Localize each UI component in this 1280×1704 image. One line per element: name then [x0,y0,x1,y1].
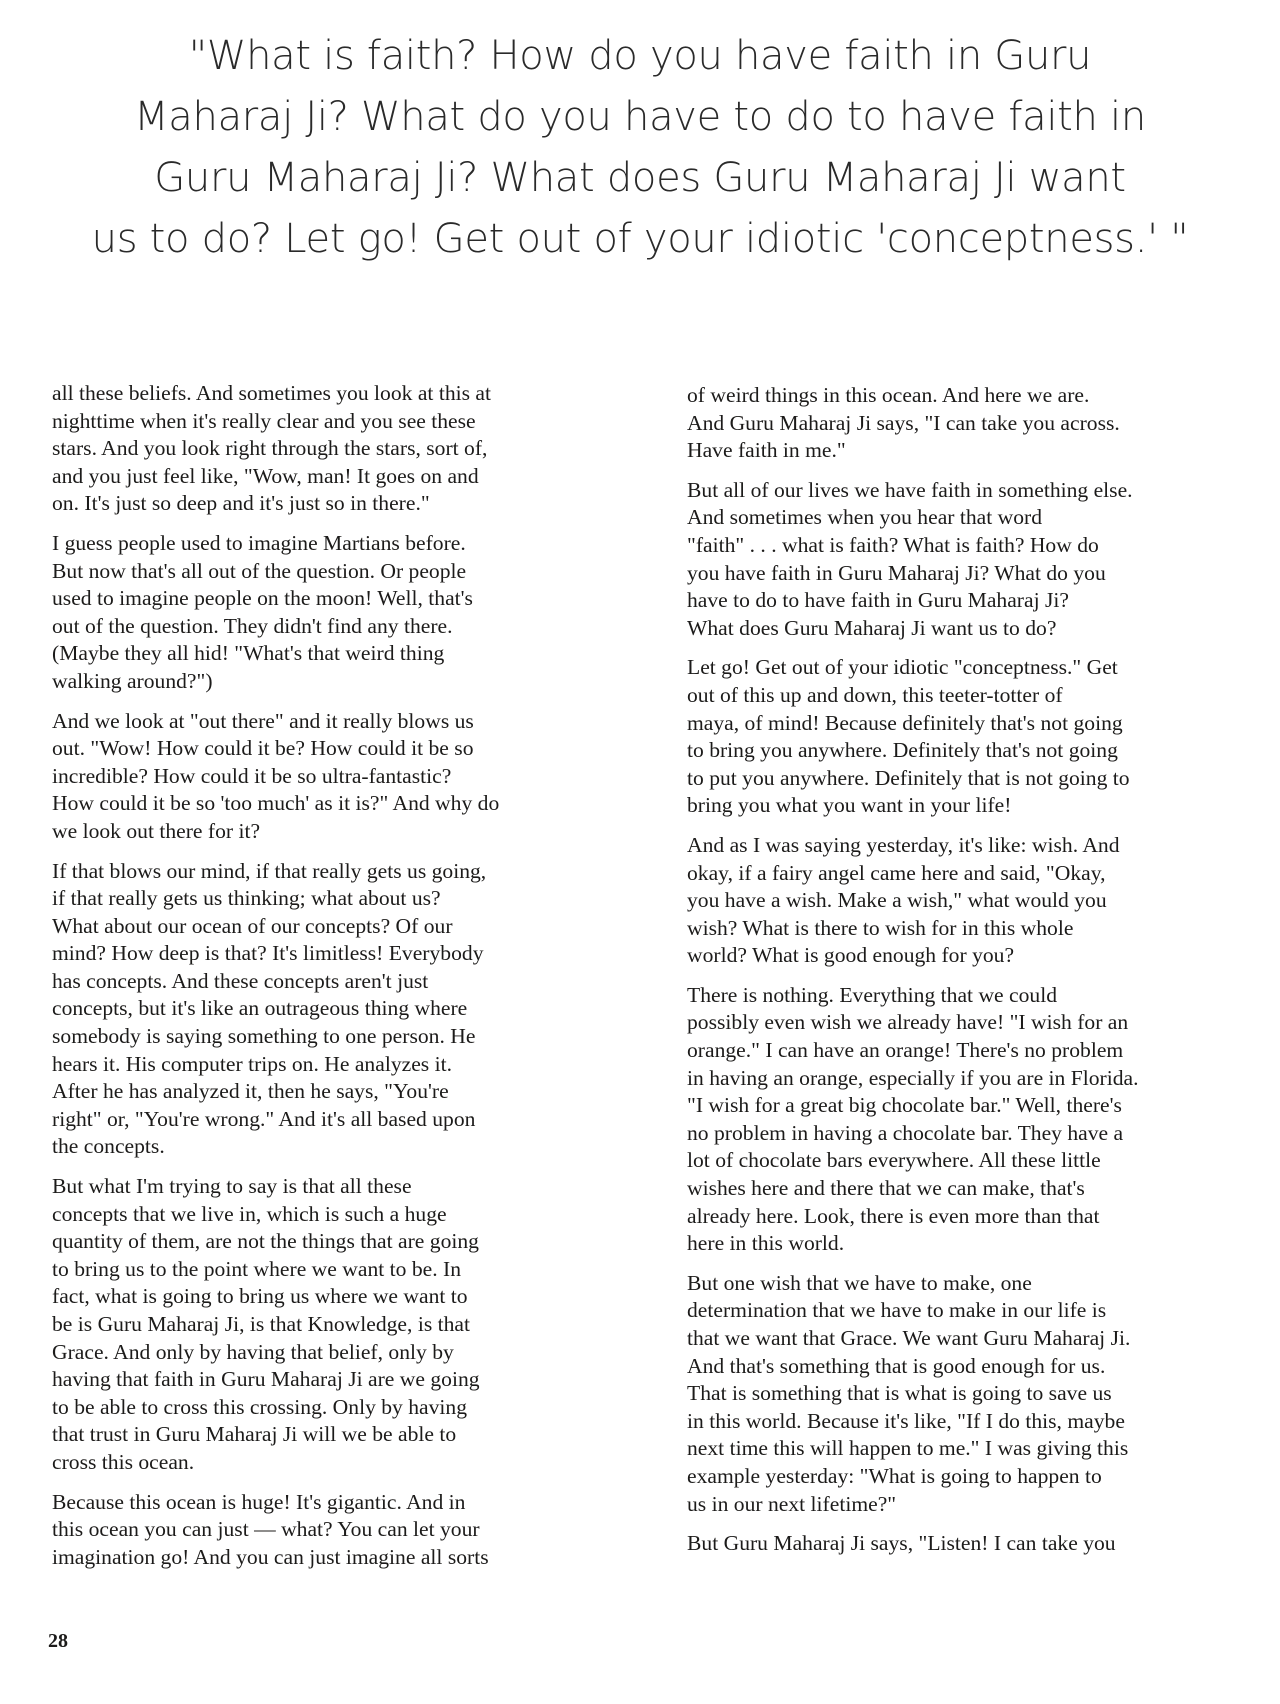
text-line: in this world. Because it's like, "If I do this, maybe [687,1408,1125,1433]
text-line: somebody is saying something to one person. He [52,1024,476,1049]
text-line: you have a wish. Make a wish," what would you [687,888,1107,913]
text-line: in having an orange, especially if you are in Florida. [687,1065,1139,1090]
text-line: If that blows our mind, if that really gets us going, [52,858,487,883]
text-line: this ocean you can just — what? You can let your [52,1517,480,1542]
pull-quote-line: Guru Maharaj Ji? What does Guru Maharaj Ji want [154,155,1126,201]
text-line: concepts, but it's like an outrageous thing where [52,996,468,1021]
body-paragraph [52,708,622,846]
text-line: maya, of mind! Because definitely that's not going [687,710,1123,735]
text-line: of weird things in this ocean. And here we are. [687,383,1090,407]
text-line: all these beliefs. And sometimes you look at this at [52,381,492,405]
text-line: stars. And you look right through the stars, sort of, [52,436,488,461]
text-line: What does Guru Maharaj Ji want us to do? [687,615,1057,640]
text-line: Let go! Get out of your idiotic "conceptness." Get [687,655,1118,680]
text-line: and you just feel like, "Wow, man! It goes on and [52,463,479,488]
text-line: Because this ocean is huge! It's gigantic. And in [52,1489,466,1514]
text-line: out of this up and down, this teeter-totter of [687,682,1063,707]
text-line: imagination go! And you can just imagine all sorts [52,1544,489,1569]
text-line: here in this world. [687,1231,845,1256]
text-line: After he has analyzed it, then he says, "You're [52,1079,449,1104]
text-line: "faith" . . . what is faith? What is faith? How do [687,532,1099,557]
text-line: bring you what you want in your life! [687,793,1012,818]
text-line: hears it. His computer trips on. He analyzes it. [52,1051,452,1076]
text-line: (Maybe they all hid! "What's that weird thing [52,641,445,666]
text-line: determination that we have to make in our life is [687,1298,1107,1323]
text-line: already here. Look, there is even more than that [687,1203,1100,1228]
page-number: 28 [48,1630,68,1652]
text-line: to be able to cross this crossing. Only by having [52,1394,468,1419]
text-line: right" or, "You're wrong." And it's all based upon [52,1106,476,1131]
text-line: That is something that is what is going to save us [687,1381,1112,1406]
text-line: quantity of them, are not the things that are going [52,1229,479,1254]
text-line: to put you anywhere. Definitely that is not going to [687,765,1130,790]
text-line: having that faith in Guru Maharaj Ji are we going [52,1367,480,1392]
text-line: And we look at "out there" and it really blows us [52,708,474,733]
text-line: There is nothing. Everything that we could [687,982,1058,1007]
text-line: But what I'm trying to say is that all these [52,1174,412,1199]
text-line: concepts that we live in, which is such a huge [52,1201,447,1226]
body-paragraph [687,982,1255,1258]
left-text-column [52,380,622,1583]
text-line: Grace. And only by having that belief, only by [52,1339,454,1364]
text-line: I guess people used to imagine Martians before. [52,530,466,555]
text-line: has concepts. And these concepts aren't just [52,968,429,993]
text-line: And sometimes when you hear that word [687,505,1043,530]
body-paragraph [52,858,622,1162]
text-line: And that's something that is good enough for us. [687,1353,1106,1378]
text-line: walking around?") [52,668,213,693]
body-paragraph [52,1173,622,1477]
text-line: But one wish that we have to make, one [687,1270,1032,1295]
text-line: world? What is good enough for you? [687,943,1015,968]
body-paragraph [687,477,1255,643]
body-paragraph [52,1489,622,1572]
text-line: How could it be so 'too much' as it is?" And why do [52,791,500,816]
text-line: out. "Wow! How could it be? How could it be so [52,736,474,761]
text-line: wish? What is there to wish for in this whole [687,915,1074,940]
text-line: But now that's all out of the question. Or people [52,558,467,583]
text-line: that we want that Grace. We want Guru Maharaj Ji. [687,1326,1131,1350]
text-line: next time this will happen to me." I was giving this [687,1436,1129,1461]
text-line: orange." I can have an orange! There's no problem [687,1038,1124,1063]
text-line: no problem in having a chocolate bar. They have a [687,1120,1124,1145]
pull-quote-line: us to do? Let go! Get out of your idiotic 'conceptness.' " [91,216,1189,262]
text-line: to bring us to the point where we want to be. In [52,1256,461,1281]
text-line: Have faith in me." [687,438,846,463]
text-line: And as I was saying yesterday, it's like: wish. And [687,832,1120,857]
text-line: wishes here and there that we can make, that's [687,1176,1085,1201]
pull-quote [80,26,1200,270]
text-line: be is Guru Maharaj Ji, is that Knowledge, is that [52,1312,470,1336]
text-line: have to do to have faith in Guru Maharaj Ji? [687,588,1069,613]
text-line: "I wish for a great big chocolate bar." Well, there's [687,1093,1122,1118]
text-line: okay, if a fairy angel came here and said, "Okay, [687,860,1106,885]
text-line: possibly even wish we already have! "I wish for an [687,1010,1129,1035]
text-line: incredible? How could it be so ultra-fantastic? [52,763,452,788]
body-paragraph [52,380,622,518]
body-paragraph [687,832,1255,970]
text-line: cross this ocean. [52,1449,195,1474]
text-line: mind? How deep is that? It's limitless! Everybody [52,941,484,966]
text-line: lot of chocolate bars everywhere. All these little [687,1148,1101,1173]
text-line: the concepts. [52,1134,165,1159]
text-line: But Guru Maharaj Ji says, "Listen! I can take you [687,1531,1116,1556]
text-line: fact, what is going to bring us where we want to [52,1284,468,1309]
text-line: you have faith in Guru Maharaj Ji? What do you [687,560,1106,585]
right-text-column [687,382,1255,1570]
pull-quote-line: Maharaj Ji? What do you have to do to have faith in [134,94,1146,140]
text-line: on. It's just so deep and it's just so in there." [52,491,430,516]
text-line: we look out there for it? [52,818,261,843]
text-line: example yesterday: "What is going to happen to [687,1463,1102,1488]
text-line: to bring you anywhere. Definitely that's not going [687,738,1118,763]
text-line: nighttime when it's really clear and you see these [52,408,476,433]
body-paragraph [687,1530,1255,1558]
body-paragraph [687,654,1255,820]
text-line: But all of our lives we have faith in something else. [687,477,1133,502]
text-line: that trust in Guru Maharaj Ji will we be able to [52,1422,457,1447]
text-line: And Guru Maharaj Ji says, "I can take you across. [687,410,1120,435]
text-line: used to imagine people on the moon! Well, that's [52,586,473,611]
text-line: us in our next lifetime?" [687,1491,897,1516]
body-paragraph [687,1270,1255,1518]
pull-quote-line: "What is faith? How do you have faith in Guru [188,33,1092,79]
text-line: out of the question. They didn't find any there. [52,613,453,638]
text-line: if that really gets us thinking; what about us? [52,886,441,911]
text-line: What about our ocean of our concepts? Of our [52,913,453,938]
body-paragraph [687,382,1255,465]
body-paragraph [52,530,622,696]
